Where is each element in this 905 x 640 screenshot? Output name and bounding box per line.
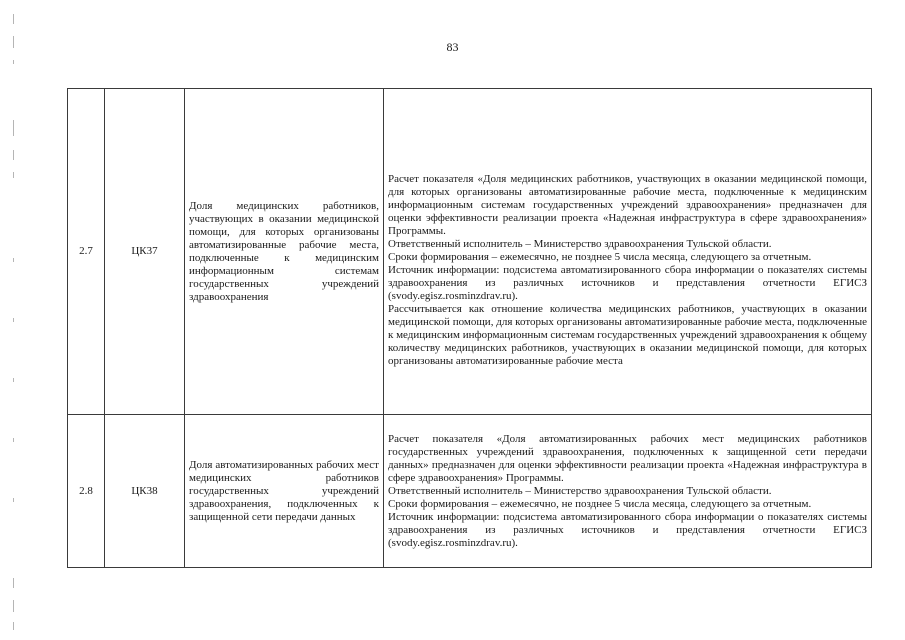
indicator-code: ЦК38 bbox=[105, 415, 185, 568]
indicators-table bbox=[67, 88, 872, 568]
description-paragraph: Рассчитывается как отношение количества медицинских работников, участвующих в оказании медицинской помощи, для которых организованы автоматизированные рабочие места, подключенные к медицинским информационным системам государственных учреждений здравоохранения к общему количеству медицинских работников, участвующих в оказании медицинской помощи, для которых организованы автоматизированные рабочие места bbox=[388, 303, 867, 367]
description-paragraph: Расчет показателя «Доля медицинских работников, участвующих в оказании медицинской помощи, для которых организованы автоматизированные рабочие места, подключенные к медицинским информационным системам государственных учреждений здравоохранения» предназначен для оценки эффективности реализации проекта «Надежная инфраструктура в сфере здравоохранения» Программы. bbox=[388, 173, 867, 237]
table-row bbox=[68, 89, 872, 415]
description-paragraph: Расчет показателя «Доля автоматизированных рабочих мест медицинских работников государственных учреждений здравоохранения, подключенных к защищенной сети передачи данных» предназначен для оценки эффективности реализации проекта «Надежная инфраструктура в сфере здравоохранения» Программы. bbox=[388, 433, 867, 484]
description-paragraph: Источник информации: подсистема автоматизированного сбора информации о показателях системы здравоохранения из различных источников и представления отчетности ЕГИСЗ (svody.egisz.rosminzdrav.ru). bbox=[388, 511, 867, 549]
indicator-code: ЦК37 bbox=[105, 89, 185, 415]
indicator-name: Доля медицинских работников, участвующих в оказании медицинской помощи, для которых организованы автоматизированные рабочие места, подключенные к медицинским информационным системам государственных учреждений здравоохранения bbox=[185, 89, 384, 415]
indicator-name: Доля автоматизированных рабочих мест медицинских работников государственных учреждений здравоохранения, подключенных к защищенной сети передачи данных bbox=[185, 415, 384, 568]
description-paragraph: Ответственный исполнитель – Министерство здравоохранения Тульской области. bbox=[388, 485, 772, 497]
description-paragraph: Сроки формирования – ежемесячно, не позднее 5 числа месяца, следующего за отчетным. bbox=[388, 498, 812, 510]
indicator-description bbox=[384, 89, 872, 415]
description-paragraph: Сроки формирования – ежемесячно, не позднее 5 числа месяца, следующего за отчетным. bbox=[388, 251, 812, 263]
row-number: 2.7 bbox=[68, 89, 105, 415]
page-number: 83 bbox=[446, 40, 459, 54]
binding-margin-marks bbox=[10, 0, 18, 640]
description-paragraph: Ответственный исполнитель – Министерство здравоохранения Тульской области. bbox=[388, 238, 772, 250]
table-row bbox=[68, 415, 872, 568]
row-number: 2.8 bbox=[68, 415, 105, 568]
description-paragraph: Источник информации: подсистема автоматизированного сбора информации о показателях системы здравоохранения из различных источников и представления отчетности ЕГИСЗ (svody.egisz.rosminzdrav.ru). bbox=[388, 264, 867, 302]
indicator-description bbox=[384, 415, 872, 568]
